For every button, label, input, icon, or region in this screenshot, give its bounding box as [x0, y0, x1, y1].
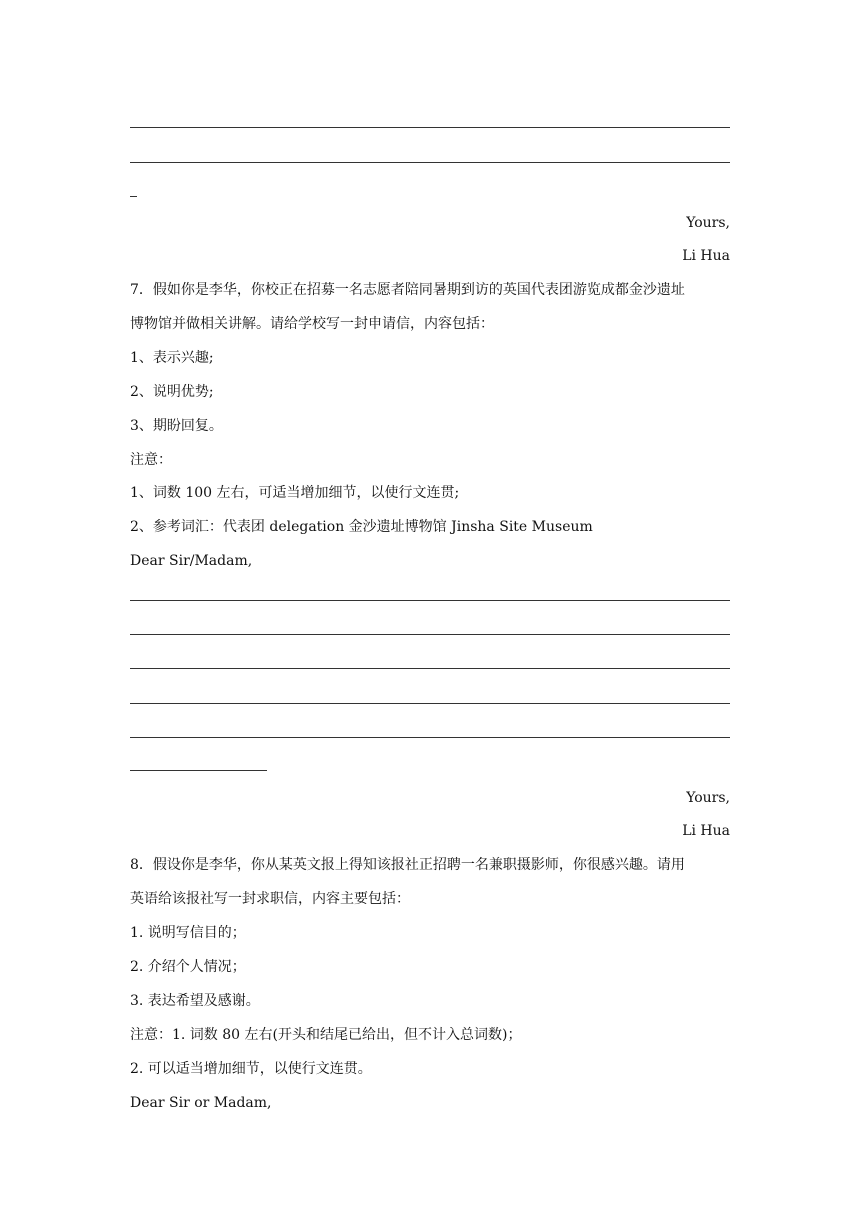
q7-prompt-line-2: 博物馆并做相关讲解。请给学校写一封申请信，内容包括：	[130, 316, 494, 332]
q8-note-2: 2. 可以适当增加细节，以使行文连贯。	[130, 1061, 372, 1077]
q8-point-2: 2. 介绍个人情况；	[130, 959, 246, 975]
answer-line	[130, 737, 730, 738]
answer-line	[130, 668, 730, 669]
q7-closing: Yours,	[686, 790, 730, 806]
letter-signature: Li Hua	[682, 248, 730, 264]
q8-prompt-line-1: 8．假设你是李华，你从某英文报上得知该报社正招聘一名兼职摄影师，你很感兴趣。请用	[130, 857, 685, 873]
q7-note-title: 注意：	[130, 452, 172, 468]
answer-line	[130, 703, 730, 704]
q7-note-2: 2、参考词汇：代表团 delegation 金沙遗址博物馆 Jinsha Site Museum	[130, 519, 593, 535]
answer-line	[130, 127, 730, 128]
q8-point-1: 1. 说明写信目的；	[130, 925, 246, 941]
answer-line	[130, 162, 730, 163]
answer-line	[130, 634, 730, 635]
answer-line-stub	[130, 196, 137, 197]
q7-salutation: Dear Sir/Madam,	[130, 553, 253, 569]
q7-prompt-line-1: 7．假如你是李华，你校正在招募一名志愿者陪同暑期到访的英国代表团游览成都金沙遗址	[130, 282, 685, 298]
answer-line	[130, 600, 730, 601]
q7-point-2: 2、说明优势;	[130, 384, 214, 400]
q7-point-3: 3、期盼回复。	[130, 418, 223, 434]
q7-point-1: 1、表示兴趣;	[130, 350, 214, 366]
letter-closing: Yours,	[686, 215, 730, 231]
answer-line-short	[130, 770, 267, 771]
q7-note-1: 1、词数 100 左右，可适当增加细节，以使行文连贯;	[130, 485, 460, 501]
q8-salutation: Dear Sir or Madam,	[130, 1095, 272, 1111]
q8-prompt-line-2: 英语给该报社写一封求职信，内容主要包括：	[130, 891, 410, 907]
q7-signature: Li Hua	[682, 823, 730, 839]
q8-point-3: 3. 表达希望及感谢。	[130, 993, 260, 1009]
q8-note-1: 注意：1. 词数 80 左右(开头和结尾已给出，但不计入总词数)；	[130, 1027, 522, 1043]
